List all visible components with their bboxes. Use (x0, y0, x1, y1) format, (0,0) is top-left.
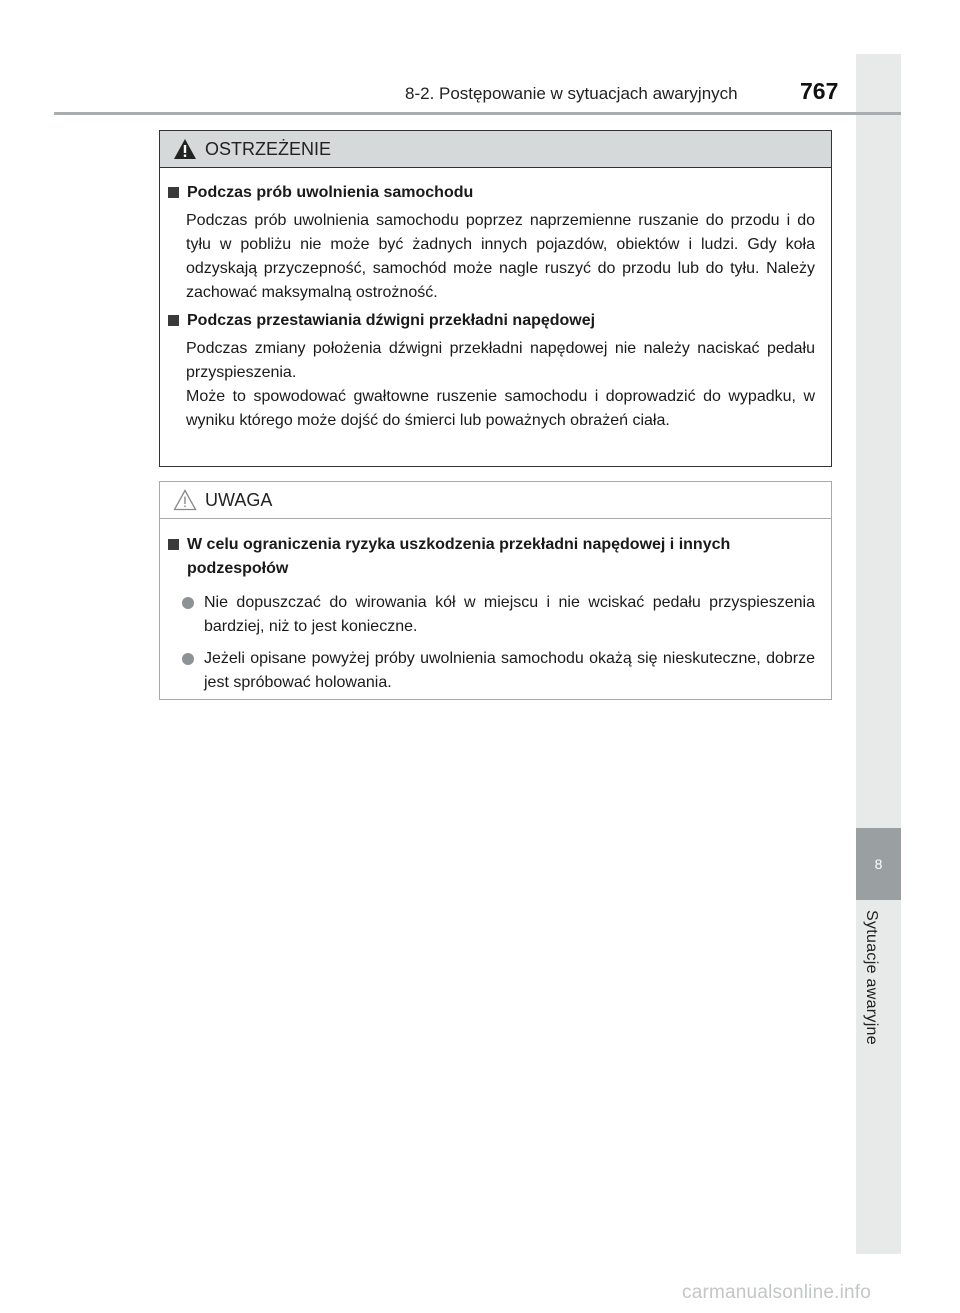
warning-title: OSTRZEŻENIE (205, 138, 332, 159)
warning-section-text: Podczas zmiany położenia dźwigni przekładni napędowej nie należy naciskać pedału przyspieszenia. (186, 340, 815, 381)
warning-box-header (160, 131, 831, 168)
square-bullet-icon (168, 187, 179, 198)
warning-section-text: Podczas prób uwolnienia samochodu poprzez naprzemienne ruszanie do przodu i do tyłu w pobliżu nie może być żadnych innych pojazdów, obiektów i ludzi. Gdy koła odzyskają przyczepność, samochód może nagle ruszyć do przodu lub do tyłu. Należy zachować maksymalną ostrożność. (186, 212, 815, 301)
watermark: carmanualsonline.info (682, 1282, 872, 1303)
caution-bullet (160, 647, 831, 695)
warning-section-heading-text: Podczas przestawiania dźwigni przekładni napędowej (187, 312, 596, 329)
caution-bullet-text: Jeżeli opisane powyżej próby uwolnienia samochodu okażą się nieskuteczne, dobrze jest spróbować holowania. (204, 650, 815, 691)
caution-title: UWAGA (205, 489, 273, 510)
caution-section-heading (160, 533, 831, 581)
caution-section-heading-text: W celu ograniczenia ryzyka uszkodzenia przekładni napędowej i innych podzespołów (187, 536, 731, 577)
chapter-side-tab (856, 54, 901, 1254)
caution-bullet (160, 591, 831, 639)
warning-section-heading (160, 181, 831, 205)
caution-triangle-icon (173, 489, 197, 511)
warning-box (159, 130, 832, 467)
circle-bullet-icon (182, 597, 194, 609)
warning-triangle-icon (173, 138, 197, 160)
warning-section-heading-text: Podczas prób uwolnienia samochodu (187, 184, 474, 201)
header-divider (54, 112, 901, 115)
square-bullet-icon (168, 315, 179, 326)
chapter-number: 8 (856, 828, 901, 900)
caution-box-header (160, 482, 831, 519)
warning-section-text: Może to spowodować gwałtowne ruszenie samochodu i doprowadzić do wypadku, w wyniku którego może dojść do śmierci lub poważnych obrażeń ciała. (186, 388, 815, 429)
warning-section-heading (160, 309, 831, 333)
caution-box (159, 481, 832, 700)
chapter-label: Sytuacje awaryjne (863, 910, 880, 1045)
circle-bullet-icon (182, 653, 194, 665)
square-bullet-icon (168, 539, 179, 550)
caution-bullet-text: Nie dopuszczać do wirowania kół w miejscu i nie wciskać pedału przyspieszenia bardziej, niż to jest konieczne. (204, 594, 815, 635)
section-title: 8-2. Postępowanie w sytuacjach awaryjnych (405, 84, 738, 103)
page-number: 767 (800, 78, 839, 104)
